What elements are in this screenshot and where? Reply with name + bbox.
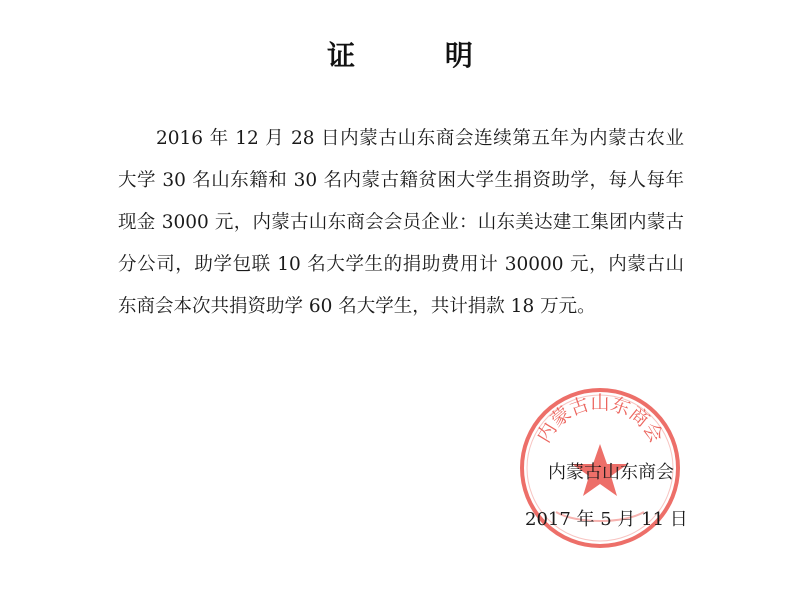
signature-organization: 内蒙古山东商会 <box>548 462 674 483</box>
seal-text: 内蒙古山东商会 <box>532 392 668 447</box>
document-title: 证 明 <box>327 39 513 72</box>
signature-date: 2017 年 5 月 11 日 <box>525 509 688 530</box>
document-body-paragraph: 2016 年 12 月 28 日内蒙古山东商会连续第五年为内蒙古农业大学 30 名山东籍和 30 名内蒙古籍贫困大学生捐资助学，每人每年现金 3000 元，内蒙古山东商会会员企业：山东美达建工集团内蒙古分公司，助学包联 10 名大学生的捐助费用计 30000 元，内蒙古山东商会本次共捐资助学 60 名大学生，共计捐款 18 万元。 <box>118 128 684 317</box>
